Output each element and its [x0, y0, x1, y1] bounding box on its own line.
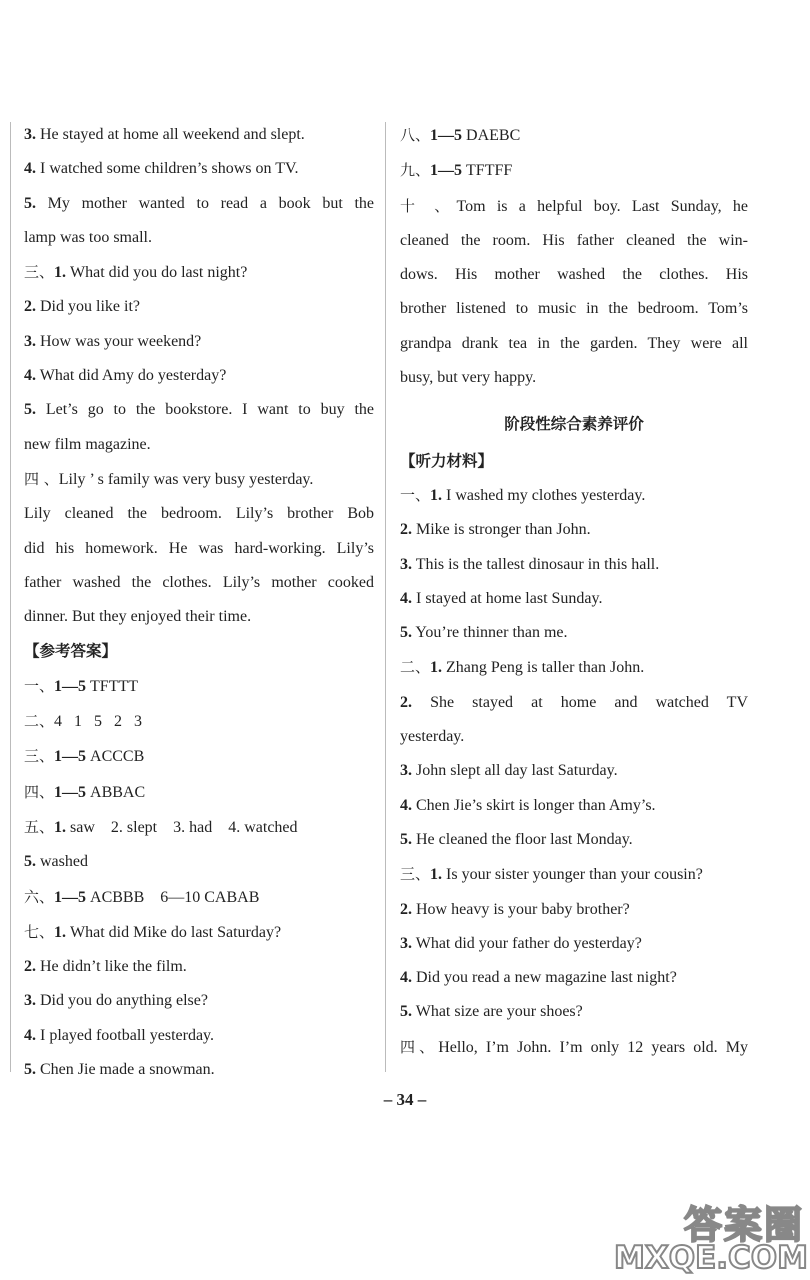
- answer-line: 5. Chen Jie made a snowman.: [24, 1061, 215, 1079]
- answer-line: [24, 810, 374, 845]
- section-number: 二、: [24, 712, 55, 731]
- text-line: 2. Did you like it?: [24, 298, 140, 316]
- answer-content: 1—5 DAEBC: [430, 127, 521, 144]
- answer-line: [24, 669, 374, 704]
- answer-header: 【参考答案】: [24, 642, 118, 661]
- section-number: 十 、: [400, 196, 457, 215]
- text-content: Lily ’ s family was very busy yesterday.: [58, 470, 314, 488]
- text-line: 3. He stayed at home all weekend and slept.: [24, 126, 305, 143]
- text-content: 1. Is your sister younger than your cousin?: [430, 866, 703, 884]
- text-line: 3. This is the tallest dinosaur in this hall.: [400, 555, 660, 573]
- answer-content: 1—5 ABBAC: [54, 783, 146, 801]
- answer-content: 1—5 TFTTT: [54, 677, 139, 695]
- text-line: 4. What did Amy do yesterday?: [24, 367, 227, 385]
- answer-content: 4 1 5 2 3: [54, 713, 143, 731]
- text-line: dows. His mother washed the clothes. His: [400, 266, 748, 284]
- answer-line: 5. washed: [24, 853, 88, 871]
- text-line: 4. Did you read a new magazine last night?: [400, 969, 677, 987]
- text-line: 3. How was your weekend?: [24, 332, 202, 350]
- section-number: 一、: [400, 485, 431, 504]
- text-line: 5. He cleaned the floor last Monday.: [400, 830, 633, 848]
- text-line: busy, but very happy.: [400, 369, 537, 387]
- text-content: 1. I washed my clothes yesterday.: [430, 486, 646, 504]
- text-content: 1. Zhang Peng is taller than John.: [430, 659, 645, 677]
- text-line: 4. Chen Jie’s skirt is longer than Amy’s.: [400, 796, 656, 814]
- section-number: 一、: [24, 676, 55, 695]
- text-line: dinner. But they enjoyed their time.: [24, 608, 252, 626]
- answer-line: [24, 739, 374, 774]
- text-line: 2. She stayed at home and watched TV: [400, 693, 748, 711]
- answer-line: 2. He didn’t like the film.: [24, 958, 187, 976]
- section-number: 九、: [400, 161, 431, 180]
- answer-content: 1. saw 2. slept 3. had 4. watched: [54, 818, 298, 836]
- text-line: 4. I stayed at home last Sunday.: [400, 589, 603, 607]
- watermark-url: MXQE.COM: [614, 1240, 809, 1276]
- text-line: 5. You’re thinner than me.: [400, 624, 568, 642]
- text-line: [24, 462, 374, 497]
- section-number: 四 、: [24, 469, 59, 488]
- text-line: yesterday.: [400, 728, 465, 746]
- text-line: grandpa drank tea in the garden. They were all: [400, 334, 748, 352]
- listening-header: 【听力材料】: [400, 451, 494, 470]
- text-line: 5. What size are your shoes?: [400, 1003, 583, 1021]
- text-content: Tom is a helpful boy. Last Sunday, he: [456, 197, 748, 215]
- section-number: 五、: [24, 817, 55, 836]
- text-line: [400, 478, 748, 513]
- section-number: 六、: [24, 887, 55, 906]
- text-line: 4. I watched some children’s shows on TV.: [24, 160, 299, 178]
- answer-content: 1. What did Mike do last Saturday?: [54, 923, 282, 941]
- text-line: lamp was too small.: [24, 228, 152, 246]
- section-number: 三、: [24, 747, 55, 766]
- text-line: [400, 1030, 748, 1065]
- answer-line: 3. Did you do anything else?: [24, 992, 208, 1010]
- text-line: [24, 255, 374, 290]
- left-column-rule: [10, 122, 11, 1072]
- answer-content: 1—5 TFTFF: [430, 162, 513, 180]
- text-line: [400, 189, 748, 224]
- text-line: 2. How heavy is your baby brother?: [400, 900, 630, 918]
- text-line: new film magazine.: [24, 435, 151, 453]
- text-line: father washed the clothes. Lily’s mother cooked: [24, 573, 374, 591]
- section-number: 四、: [400, 1037, 439, 1056]
- answer-line: [400, 153, 748, 188]
- text-line: brother listened to music in the bedroom. Tom’s: [400, 300, 748, 318]
- left-column: [24, 118, 374, 1087]
- text-line: [400, 857, 748, 892]
- watermark-logo: 答案圈: [683, 1203, 804, 1247]
- section-number: 八、: [400, 126, 431, 144]
- column-divider: [385, 122, 386, 1072]
- text-content: Hello, I’m John. I’m only 12 years old. My: [438, 1038, 748, 1056]
- text-line: [400, 650, 748, 685]
- section-number: 二、: [400, 658, 431, 677]
- answer-line: [24, 880, 374, 915]
- answer-line: 4. I played football yesterday.: [24, 1026, 215, 1044]
- section-number: 三、: [400, 865, 431, 884]
- text-line: 2. Mike is stronger than John.: [400, 521, 591, 539]
- text-line: cleaned the room. His father cleaned the win-: [400, 231, 748, 249]
- section-number: 七、: [24, 922, 55, 941]
- text-content: 1. What did you do last night?: [54, 264, 248, 282]
- text-line: 5. Let’s go to the bookstore. I want to buy the: [24, 401, 374, 419]
- answer-content: 1—5 ACCCB: [54, 748, 145, 766]
- page-number: – 34 –: [383, 1090, 427, 1109]
- answer-content: 1—5 ACBBB 6—10 CABAB: [54, 888, 260, 906]
- text-line: 3. John slept all day last Saturday.: [400, 762, 618, 780]
- text-line: did his homework. He was hard-working. Lily’s: [24, 539, 374, 557]
- section-title: 阶段性综合素养评价: [504, 415, 644, 434]
- section-number: 三、: [24, 263, 55, 282]
- text-line: 3. What did your father do yesterday?: [400, 934, 642, 952]
- text-line: Lily cleaned the bedroom. Lily’s brother Bob: [24, 505, 374, 523]
- right-column: [400, 118, 748, 1065]
- answer-line: [24, 915, 374, 950]
- answer-line: [24, 775, 374, 810]
- section-number: 四、: [24, 782, 55, 801]
- answer-line: [24, 704, 374, 739]
- answer-line: [400, 118, 748, 153]
- text-line: 5. My mother wanted to read a book but the: [24, 194, 374, 212]
